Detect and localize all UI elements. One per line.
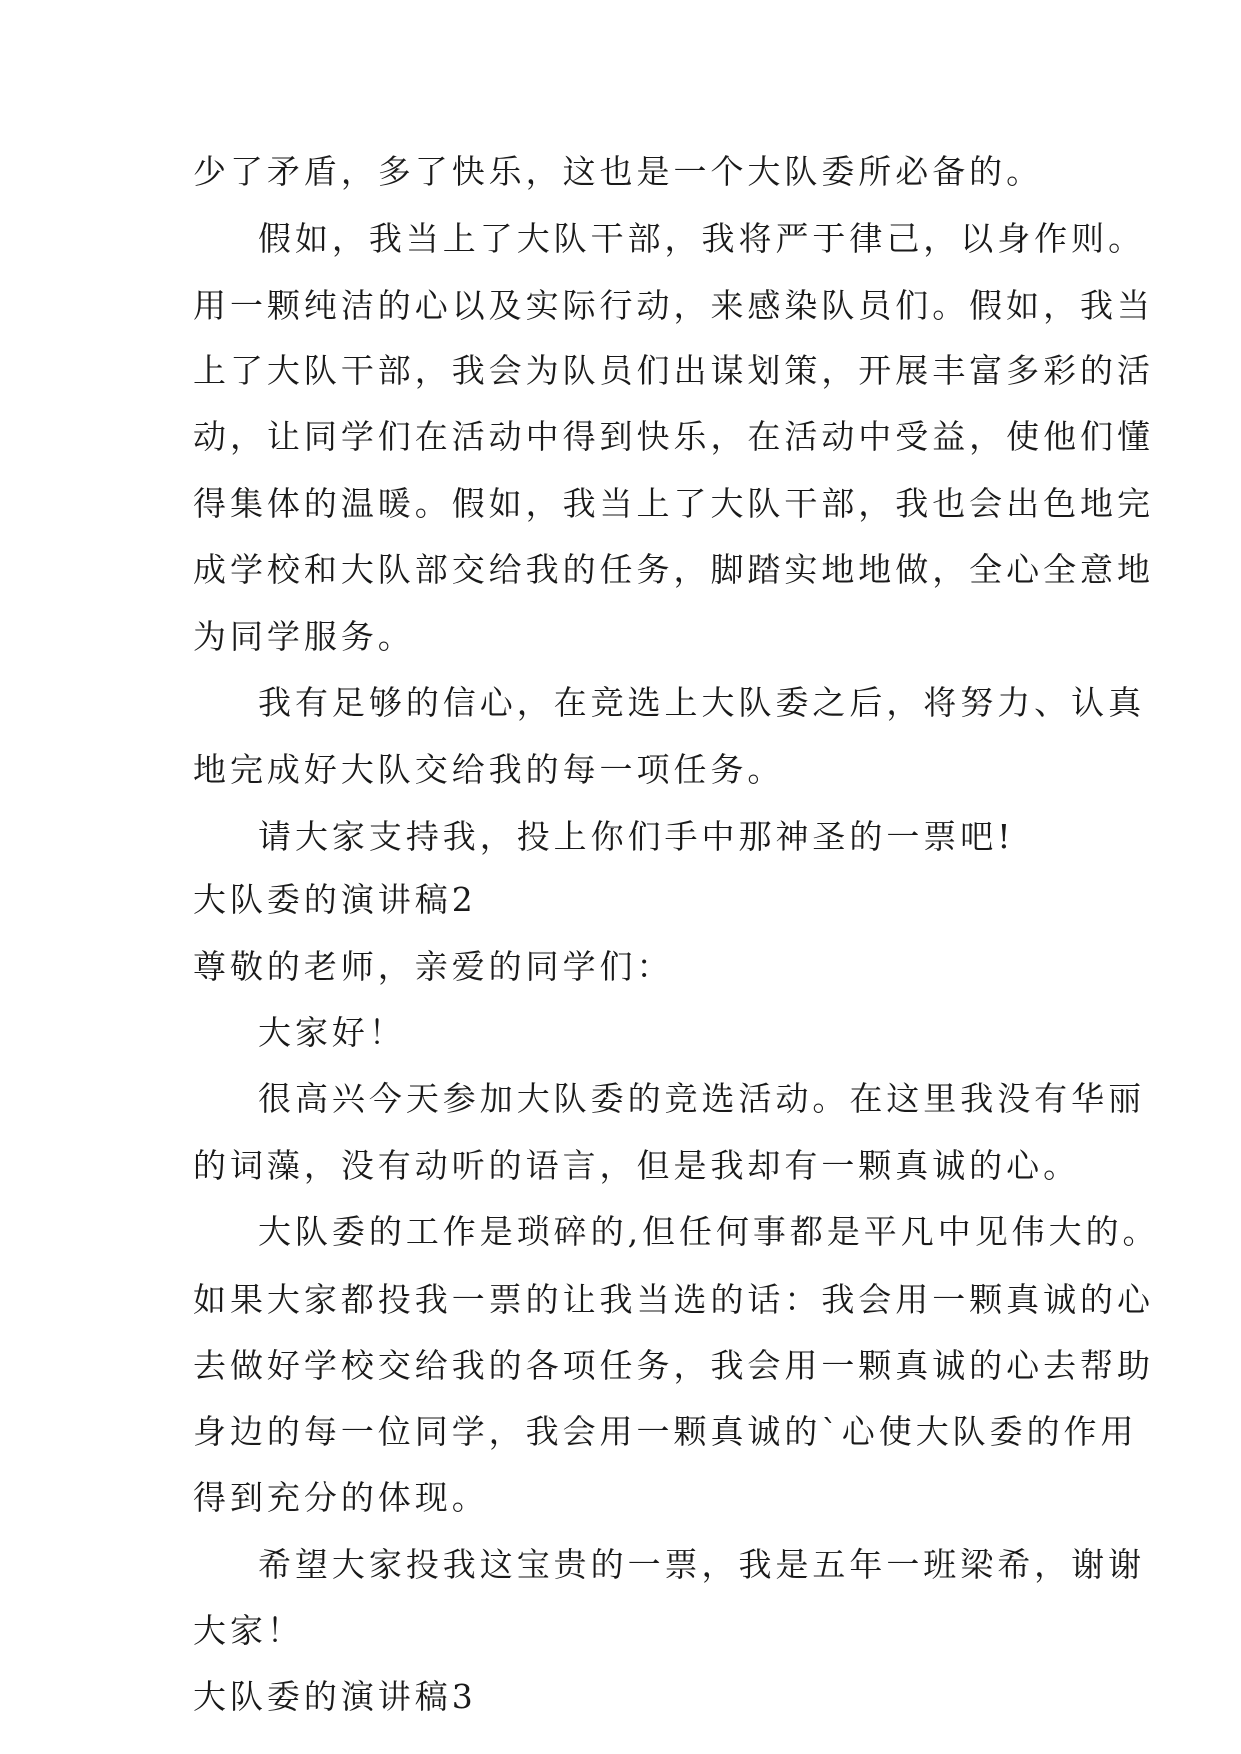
paragraph-line: 希望大家投我这宝贵的一票，我是五年一班梁希，谢谢 xyxy=(258,1545,1146,1584)
paragraph-line: 动，让同学们在活动中得到快乐，在活动中受益，使他们懂 xyxy=(193,417,1154,456)
paragraph-line: 为同学服务。 xyxy=(193,617,415,656)
paragraph-line: 成学校和大队部交给我的任务，脚踏实地地做，全心全意地 xyxy=(193,550,1154,589)
paragraph-line: 去做好学校交给我的各项任务，我会用一颗真诚的心去帮助 xyxy=(193,1346,1154,1385)
paragraph-line: 得到充分的体现。 xyxy=(193,1478,489,1517)
paragraph-line: 用一颗纯洁的心以及实际行动，来感染队员们。假如，我当 xyxy=(193,286,1154,325)
paragraph-line: 假如，我当上了大队干部，我将严于律己，以身作则。 xyxy=(258,219,1146,258)
paragraph-line: 请大家支持我，投上你们手中那神圣的一票吧! xyxy=(258,817,1015,856)
salutation: 尊敬的老师，亲爱的同学们： xyxy=(193,947,674,986)
paragraph-line: 身边的每一位同学，我会用一颗真诚的`心使大队委的作用 xyxy=(193,1412,1138,1451)
paragraph-line: 的词藻，没有动听的语言，但是我却有一颗真诚的心。 xyxy=(193,1146,1081,1185)
section-heading: 大队委的演讲稿2 xyxy=(193,880,477,919)
paragraph-line: 得集体的温暖。假如，我当上了大队干部，我也会出色地完 xyxy=(193,484,1154,523)
paragraph-line: 很高兴今天参加大队委的竞选活动。在这里我没有华丽 xyxy=(258,1079,1146,1118)
paragraph-line: 我有足够的信心，在竞选上大队委之后，将努力、认真 xyxy=(258,683,1146,722)
greeting: 大家好！ xyxy=(258,1013,406,1052)
section-heading: 大队委的演讲稿3 xyxy=(193,1677,477,1716)
paragraph-line: 大家！ xyxy=(193,1611,304,1650)
paragraph-line: 上了大队干部，我会为队员们出谋划策，开展丰富多彩的活 xyxy=(193,351,1154,390)
paragraph-line: 大队委的工作是琐碎的,但任何事都是平凡中见伟大的。 xyxy=(258,1212,1160,1251)
paragraph-line: 少了矛盾，多了快乐，这也是一个大队委所必备的。 xyxy=(193,152,1044,191)
paragraph-line: 如果大家都投我一票的让我当选的话：我会用一颗真诚的心 xyxy=(193,1280,1154,1319)
paragraph-line: 地完成好大队交给我的每一项任务。 xyxy=(193,750,785,789)
